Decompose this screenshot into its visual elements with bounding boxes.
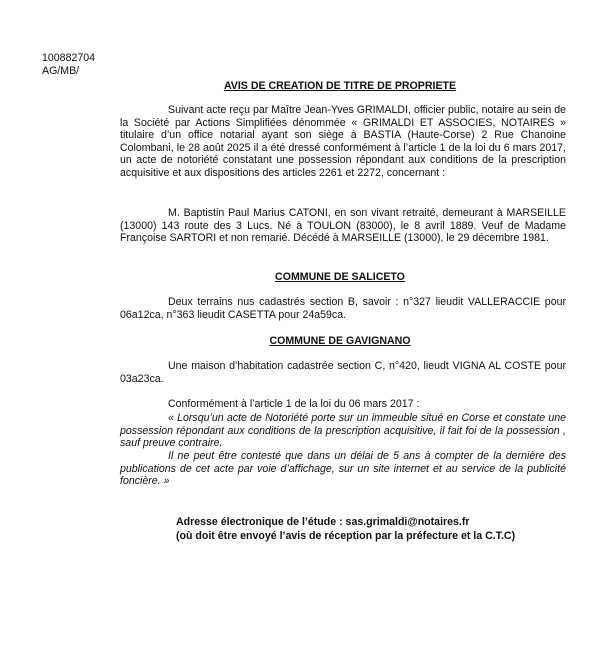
contact-block [176,515,515,543]
document-title: AVIS DE CREATION DE TITRE DE PROPRIETE [223,80,457,92]
reference-initials: AG/MB/ [42,65,80,77]
legal-quote-1: « Lorsqu’un acte de Notoriété porte sur un immeuble situé en Corse et constate une possession répondant aux conditions de la prescription acquisitive, il fait foi de la possession , sauf preuve contraire. [120,412,566,450]
intro-paragraph: Suivant acte reçu par Maître Jean-Yves GRIMALDI, officier public, notaire au sein de la Société par Actions Simplifiées dénommée « GRIMALDI ET ASSOCIES, NOTAIRES » titulaire d’un office notarial ayant son siège à BASTIA (Haute-Corse) 2 Rue Chanoine Colombani, le 28 août 2025 il a été dressé conformément à l’article 1 de la loi du 6 mars 2017, un acte de notoriété constatant une possession répondant aux conditions de la prescription acquisitive et aux dispositions des articles 2261 et 2272, concernant : [120,104,566,179]
contact-email-line: Adresse électronique de l’étude : sas.grimaldi@notaires.fr [176,516,470,528]
commune-saliceto-text: Deux terrains nus cadastrés section B, savoir : n°327 lieudit VALLERACCIE pour 06a12ca, n°363 lieudit CASETTA pour 24a59ca. [120,296,566,321]
reference-number: 100882704 [42,52,96,64]
person-paragraph: M. Baptistin Paul Marius CATONI, en son vivant retraité, demeurant à MARSEILLE (13000) 143 route des 3 Lucs. Né à TOULON (83000), le 8 avril 1889. Veuf de Madame Françoise SARTORI et non remarié. Décédé à MARSEILLE (13000), le 29 décembre 1981. [120,207,566,245]
legal-intro: Conformément à l’article 1 de la loi du 06 mars 2017 : [168,398,420,410]
reference-block [42,52,95,78]
commune-gavignano-heading: COMMUNE DE GAVIGNANO [269,335,411,347]
commune-gavignano-text: Une maison d’habitation cadastrée section C, n°420, lieudt VIGNA AL COSTE pour 03a23ca. [120,360,566,385]
legal-quote-2: Il ne peut être contesté que dans un délai de 5 ans à compter de la dernière des publications de cet acte par voie d’affichage, sur un site internet et au service de la publicité foncière. » [120,450,566,488]
commune-saliceto-heading: COMMUNE DE SALICETO [275,271,405,283]
contact-note-line: (où doit être envoyé l’avis de réception par la préfecture et la C.T.C) [176,530,516,542]
